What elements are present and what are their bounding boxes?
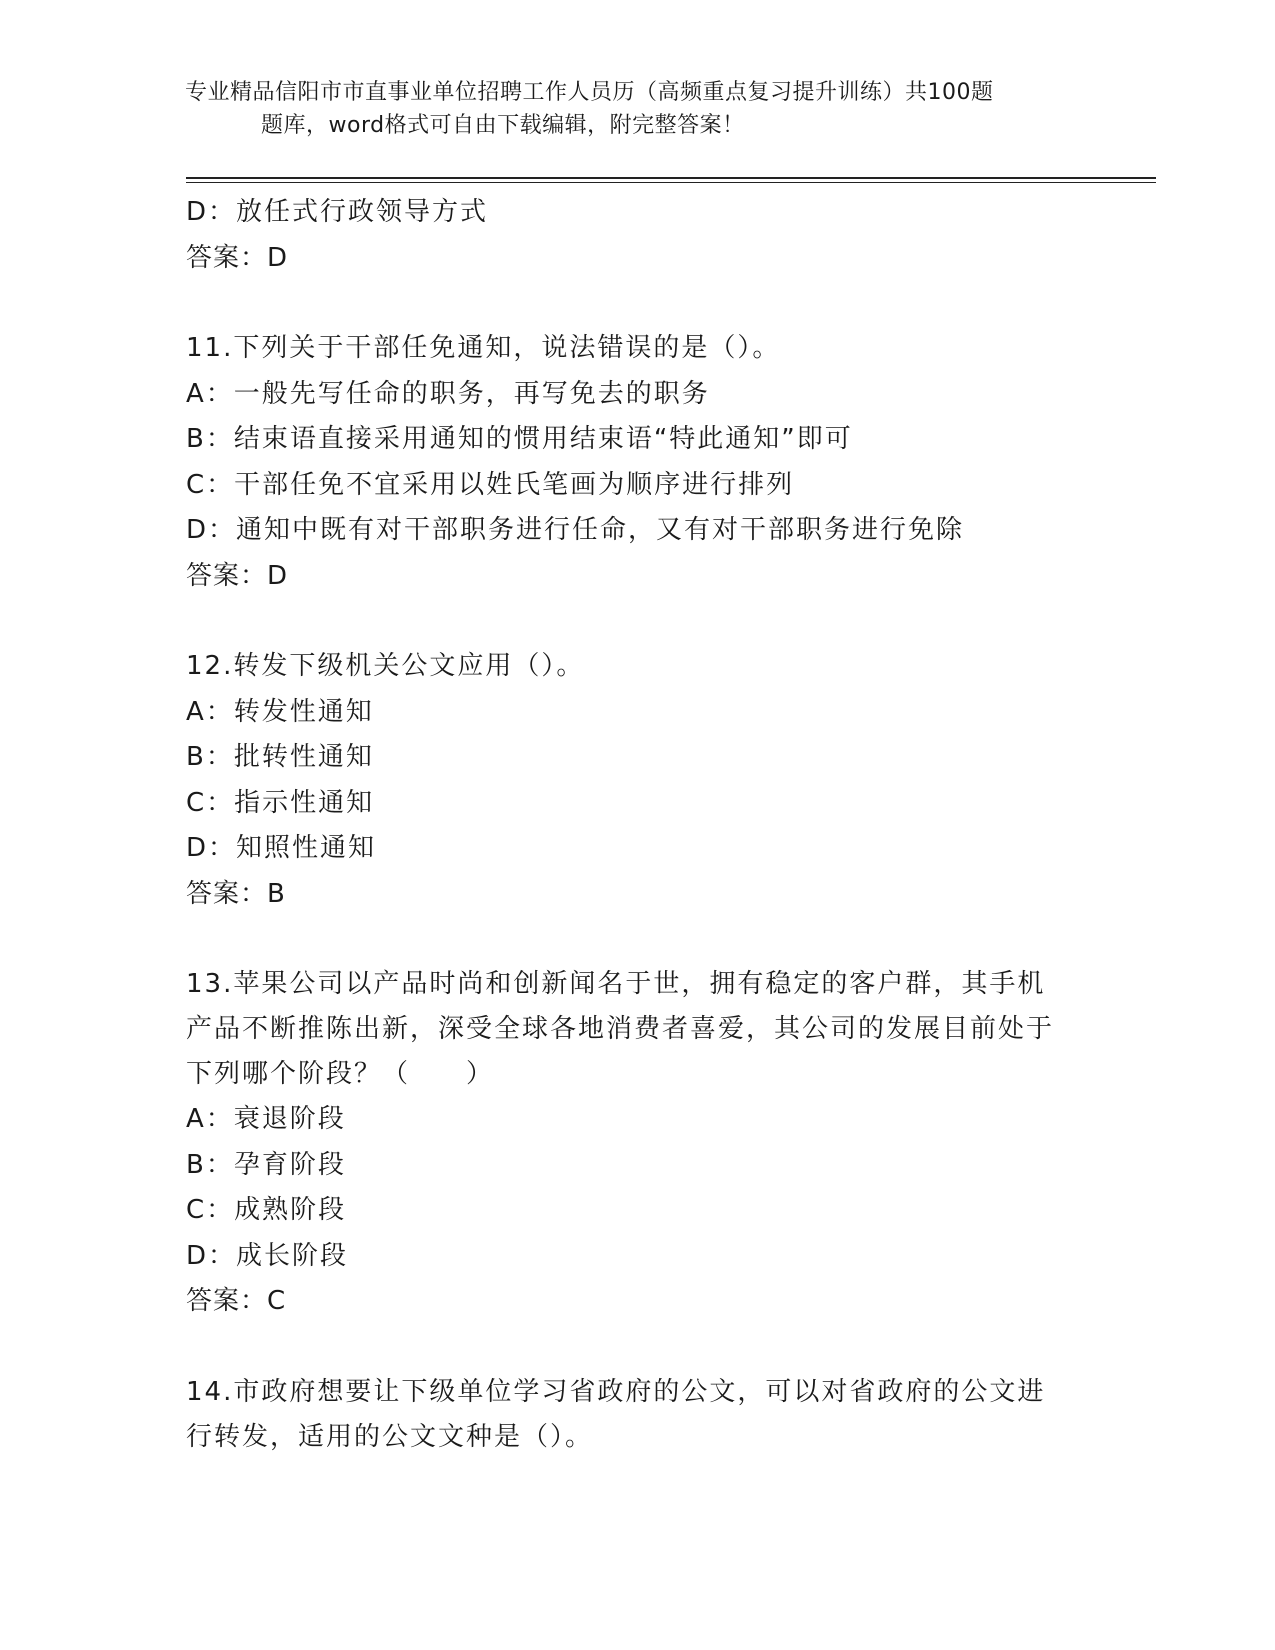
option-d: D：知照性通知 (186, 833, 377, 863)
answer: 答案：D (186, 560, 289, 591)
question-block-14 (186, 1370, 1066, 1460)
option-b: B：批转性通知 (186, 742, 374, 772)
header-title-line1: 专业精品信阳市市直事业单位招聘工作人员历（高频重点复习提升训练）共100题 (185, 80, 994, 105)
option-a: A：一般先写任命的职务，再写免去的职务 (186, 378, 710, 409)
option-a: A：转发性通知 (186, 696, 374, 727)
question-block-13 (186, 962, 1066, 1325)
option-d: D：放任式行政领导方式 (186, 197, 489, 227)
header-divider-thin (186, 182, 1156, 183)
question-text: 13.苹果公司以产品时尚和创新闻名于世，拥有稳定的客户群，其手机产品不断推陈出新，深受全球各地消费者喜爱，其公司的发展目前处于下列哪个阶段？（ ） (186, 969, 1055, 1089)
answer: 答案：D (186, 242, 289, 273)
option-c: C：指示性通知 (186, 787, 375, 818)
question-block-11 (186, 326, 1066, 599)
document-header (185, 76, 1085, 142)
answer: 答案：B (186, 878, 286, 909)
option-c: C：成熟阶段 (186, 1195, 347, 1225)
spacer (186, 917, 1066, 962)
option-b: B：结束语直接采用通知的惯用结束语“特此通知”即可 (186, 424, 853, 454)
option-a: A：衰退阶段 (186, 1104, 346, 1134)
header-title-line2: 题库，word格式可自由下载编辑，附完整答案！ (261, 113, 745, 138)
header-divider-thick (186, 177, 1156, 179)
question-text: 12.转发下级机关公文应用（）。 (186, 651, 585, 681)
question-block-10 (186, 190, 1066, 281)
option-d: D：通知中既有对干部职务进行任命，又有对干部职务进行免除 (186, 515, 965, 545)
spacer (186, 1325, 1066, 1370)
option-c: C：干部任免不宜采用以姓氏笔画为顺序进行排列 (186, 469, 795, 500)
question-text: 14.市政府想要让下级单位学习省政府的公文，可以对省政府的公文进行转发，适用的公文文种是（）。 (186, 1376, 1046, 1452)
option-d: D：成长阶段 (186, 1240, 349, 1271)
question-block-12 (186, 644, 1066, 917)
answer: 答案：C (186, 1286, 287, 1316)
option-b: B：孕育阶段 (186, 1149, 346, 1180)
spacer (186, 599, 1066, 644)
spacer (186, 281, 1066, 326)
question-list (186, 190, 1066, 1460)
question-text: 11.下列关于干部任免通知，说法错误的是（）。 (186, 333, 781, 363)
